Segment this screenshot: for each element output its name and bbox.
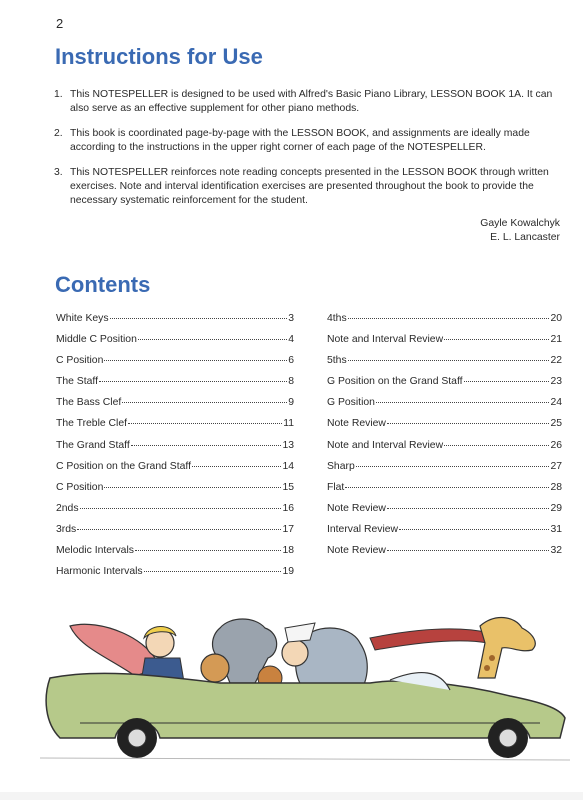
toc-leader-dots <box>348 317 550 319</box>
toc-entry-page: 26 <box>550 439 562 451</box>
instructions-list <box>54 88 564 219</box>
toc-entry-title: The Bass Clef <box>56 397 122 409</box>
toc-leader-dots <box>138 338 287 340</box>
toc-entry-page: 29 <box>550 502 562 514</box>
front-hubcap <box>128 729 146 747</box>
toc-entry-title: 4ths <box>327 313 347 324</box>
toc-entry <box>56 376 294 397</box>
toc-leader-dots <box>128 422 282 424</box>
page-bottom-edge <box>0 792 583 800</box>
contents-right-column <box>327 313 562 566</box>
toc-entry-title: C Position on the Grand Staff <box>56 460 191 472</box>
instruction-number: 1. <box>54 89 63 100</box>
toc-entry-page: 4 <box>288 334 294 346</box>
toc-entry <box>56 355 294 376</box>
toc-entry <box>56 334 294 355</box>
toc-entry-page: 25 <box>550 418 562 430</box>
toc-leader-dots <box>444 338 549 340</box>
road-line <box>40 758 570 760</box>
toc-leader-dots <box>348 359 550 361</box>
toc-entry-title: The Staff <box>56 376 98 388</box>
toc-entry-title: The Treble Clef <box>56 418 128 430</box>
toc-entry-page: 21 <box>550 334 562 346</box>
toc-leader-dots <box>104 359 287 361</box>
toc-entry-page: 22 <box>550 355 562 367</box>
page-number: 2 <box>56 16 64 31</box>
toc-entry-title: The Grand Staff <box>56 439 130 451</box>
toc-leader-dots <box>387 549 550 551</box>
toc-leader-dots <box>387 507 550 509</box>
toc-entry-title: Interval Review <box>327 523 399 535</box>
toc-entry <box>327 503 562 524</box>
toc-entry-page: 3 <box>288 313 294 324</box>
toc-leader-dots <box>356 465 550 467</box>
instruction-text: This book is coordinated page-by-page with the LESSON BOOK, and assignments are ideally made according to the instructions in the upper right corner of each page of the NOTESPELLER. <box>70 128 530 153</box>
toc-leader-dots <box>387 422 550 424</box>
toc-leader-dots <box>444 444 549 446</box>
instruction-text: This NOTESPELLER reinforces note reading concepts presented in the LESSON BOOK through written exercises. Note and interval identification exercises are presented throughout the book to provide the necessary systematic reinforcement for the student. <box>70 167 549 206</box>
toc-entry-page: 15 <box>282 481 294 493</box>
toc-leader-dots <box>77 528 281 530</box>
toc-entry <box>56 545 294 566</box>
toc-leader-dots <box>345 486 549 488</box>
toc-entry-page: 27 <box>550 460 562 472</box>
toc-entry-page: 14 <box>282 460 294 472</box>
car-illustration <box>40 598 570 768</box>
toc-entry-page: 28 <box>550 481 562 493</box>
contents-left-column <box>56 313 294 587</box>
toc-leader-dots <box>99 380 287 382</box>
toc-entry-page: 18 <box>282 545 294 557</box>
toc-entry <box>56 313 294 334</box>
toc-entry-page: 8 <box>288 376 294 388</box>
toc-entry-title: G Position on the Grand Staff <box>327 376 463 388</box>
toc-entry-page: 19 <box>282 566 294 578</box>
toc-leader-dots <box>110 317 288 319</box>
toc-entry-title: 3rds <box>56 523 77 535</box>
instruction-item <box>54 127 564 155</box>
toc-entry-title: Sharp <box>327 460 355 472</box>
toc-entry-page: 23 <box>550 376 562 388</box>
instruction-text: This NOTESPELLER is designed to be used with Alfred's Basic Piano Library, LESSON BOOK 1A. It can also serve as an effective supplement for other piano methods. <box>70 89 553 114</box>
toc-entry-title: 5ths <box>327 355 347 367</box>
toc-entry <box>327 545 562 566</box>
instruction-item <box>54 88 564 116</box>
toc-entry-page: 32 <box>550 545 562 557</box>
giraffe-spot <box>489 655 495 661</box>
toc-entry-title: G Position <box>327 397 375 409</box>
toc-entry <box>56 482 294 503</box>
toc-leader-dots <box>122 401 287 403</box>
toc-entry-title: Note Review <box>327 418 386 430</box>
boy-head <box>282 640 308 666</box>
rear-hubcap <box>499 729 517 747</box>
toc-entry <box>327 461 562 482</box>
toc-entry-title: 2nds <box>56 502 79 514</box>
scarf-shape <box>370 629 490 650</box>
toc-entry <box>56 566 294 587</box>
toc-entry-page: 6 <box>288 355 294 367</box>
toc-entry-title: White Keys <box>56 313 109 324</box>
toc-leader-dots <box>135 549 281 551</box>
toc-entry <box>56 503 294 524</box>
toc-entry-title: Note Review <box>327 545 386 557</box>
toc-entry <box>56 524 294 545</box>
toc-leader-dots <box>80 507 282 509</box>
toc-entry-page: 20 <box>550 313 562 324</box>
toc-entry-page: 31 <box>550 523 562 535</box>
toc-entry-title: Flat <box>327 481 345 493</box>
toc-entry-page: 24 <box>550 397 562 409</box>
toc-entry-title: Harmonic Intervals <box>56 566 143 578</box>
toc-entry-page: 11 <box>283 418 294 430</box>
author-name: Gayle Kowalchyk <box>480 218 560 229</box>
toc-entry-page: 13 <box>282 439 294 451</box>
toc-entry-title: C Position <box>56 481 104 493</box>
toc-entry <box>327 482 562 503</box>
toc-leader-dots <box>192 465 281 467</box>
instruction-item <box>54 166 564 208</box>
toc-entry-page: 9 <box>288 397 294 409</box>
toc-entry-title: Note and Interval Review <box>327 439 444 451</box>
toc-entry-title: C Position <box>56 355 104 367</box>
toc-entry-title: Middle C Position <box>56 334 137 346</box>
toc-entry <box>327 397 562 418</box>
toc-entry-title: Note Review <box>327 502 386 514</box>
toc-entry-page: 16 <box>282 502 294 514</box>
boy-hat <box>285 623 315 642</box>
toc-entry <box>327 355 562 376</box>
toc-entry-page: 17 <box>282 523 294 535</box>
instructions-title: Instructions for Use <box>55 44 263 69</box>
toc-entry-title: Melodic Intervals <box>56 545 134 557</box>
toc-leader-dots <box>104 486 281 488</box>
toc-entry <box>56 461 294 482</box>
toc-entry <box>327 334 562 355</box>
toc-entry <box>327 418 562 439</box>
toc-entry <box>327 376 562 397</box>
toc-entry <box>56 397 294 418</box>
instruction-number: 2. <box>54 128 63 139</box>
authors-block <box>480 217 560 245</box>
bear-head <box>201 654 229 682</box>
toc-entry <box>327 313 562 334</box>
toc-entry-title: Note and Interval Review <box>327 334 444 346</box>
giraffe-spot <box>484 665 490 671</box>
instruction-number: 3. <box>54 167 63 178</box>
toc-leader-dots <box>464 380 550 382</box>
toc-leader-dots <box>131 444 282 446</box>
author-name: E. L. Lancaster <box>490 232 560 243</box>
toc-entry <box>56 418 294 439</box>
toc-leader-dots <box>399 528 549 530</box>
contents-title: Contents <box>55 272 151 297</box>
toc-leader-dots <box>376 401 550 403</box>
toc-entry <box>56 440 294 461</box>
toc-entry <box>327 440 562 461</box>
toc-leader-dots <box>144 570 282 572</box>
toc-entry <box>327 524 562 545</box>
